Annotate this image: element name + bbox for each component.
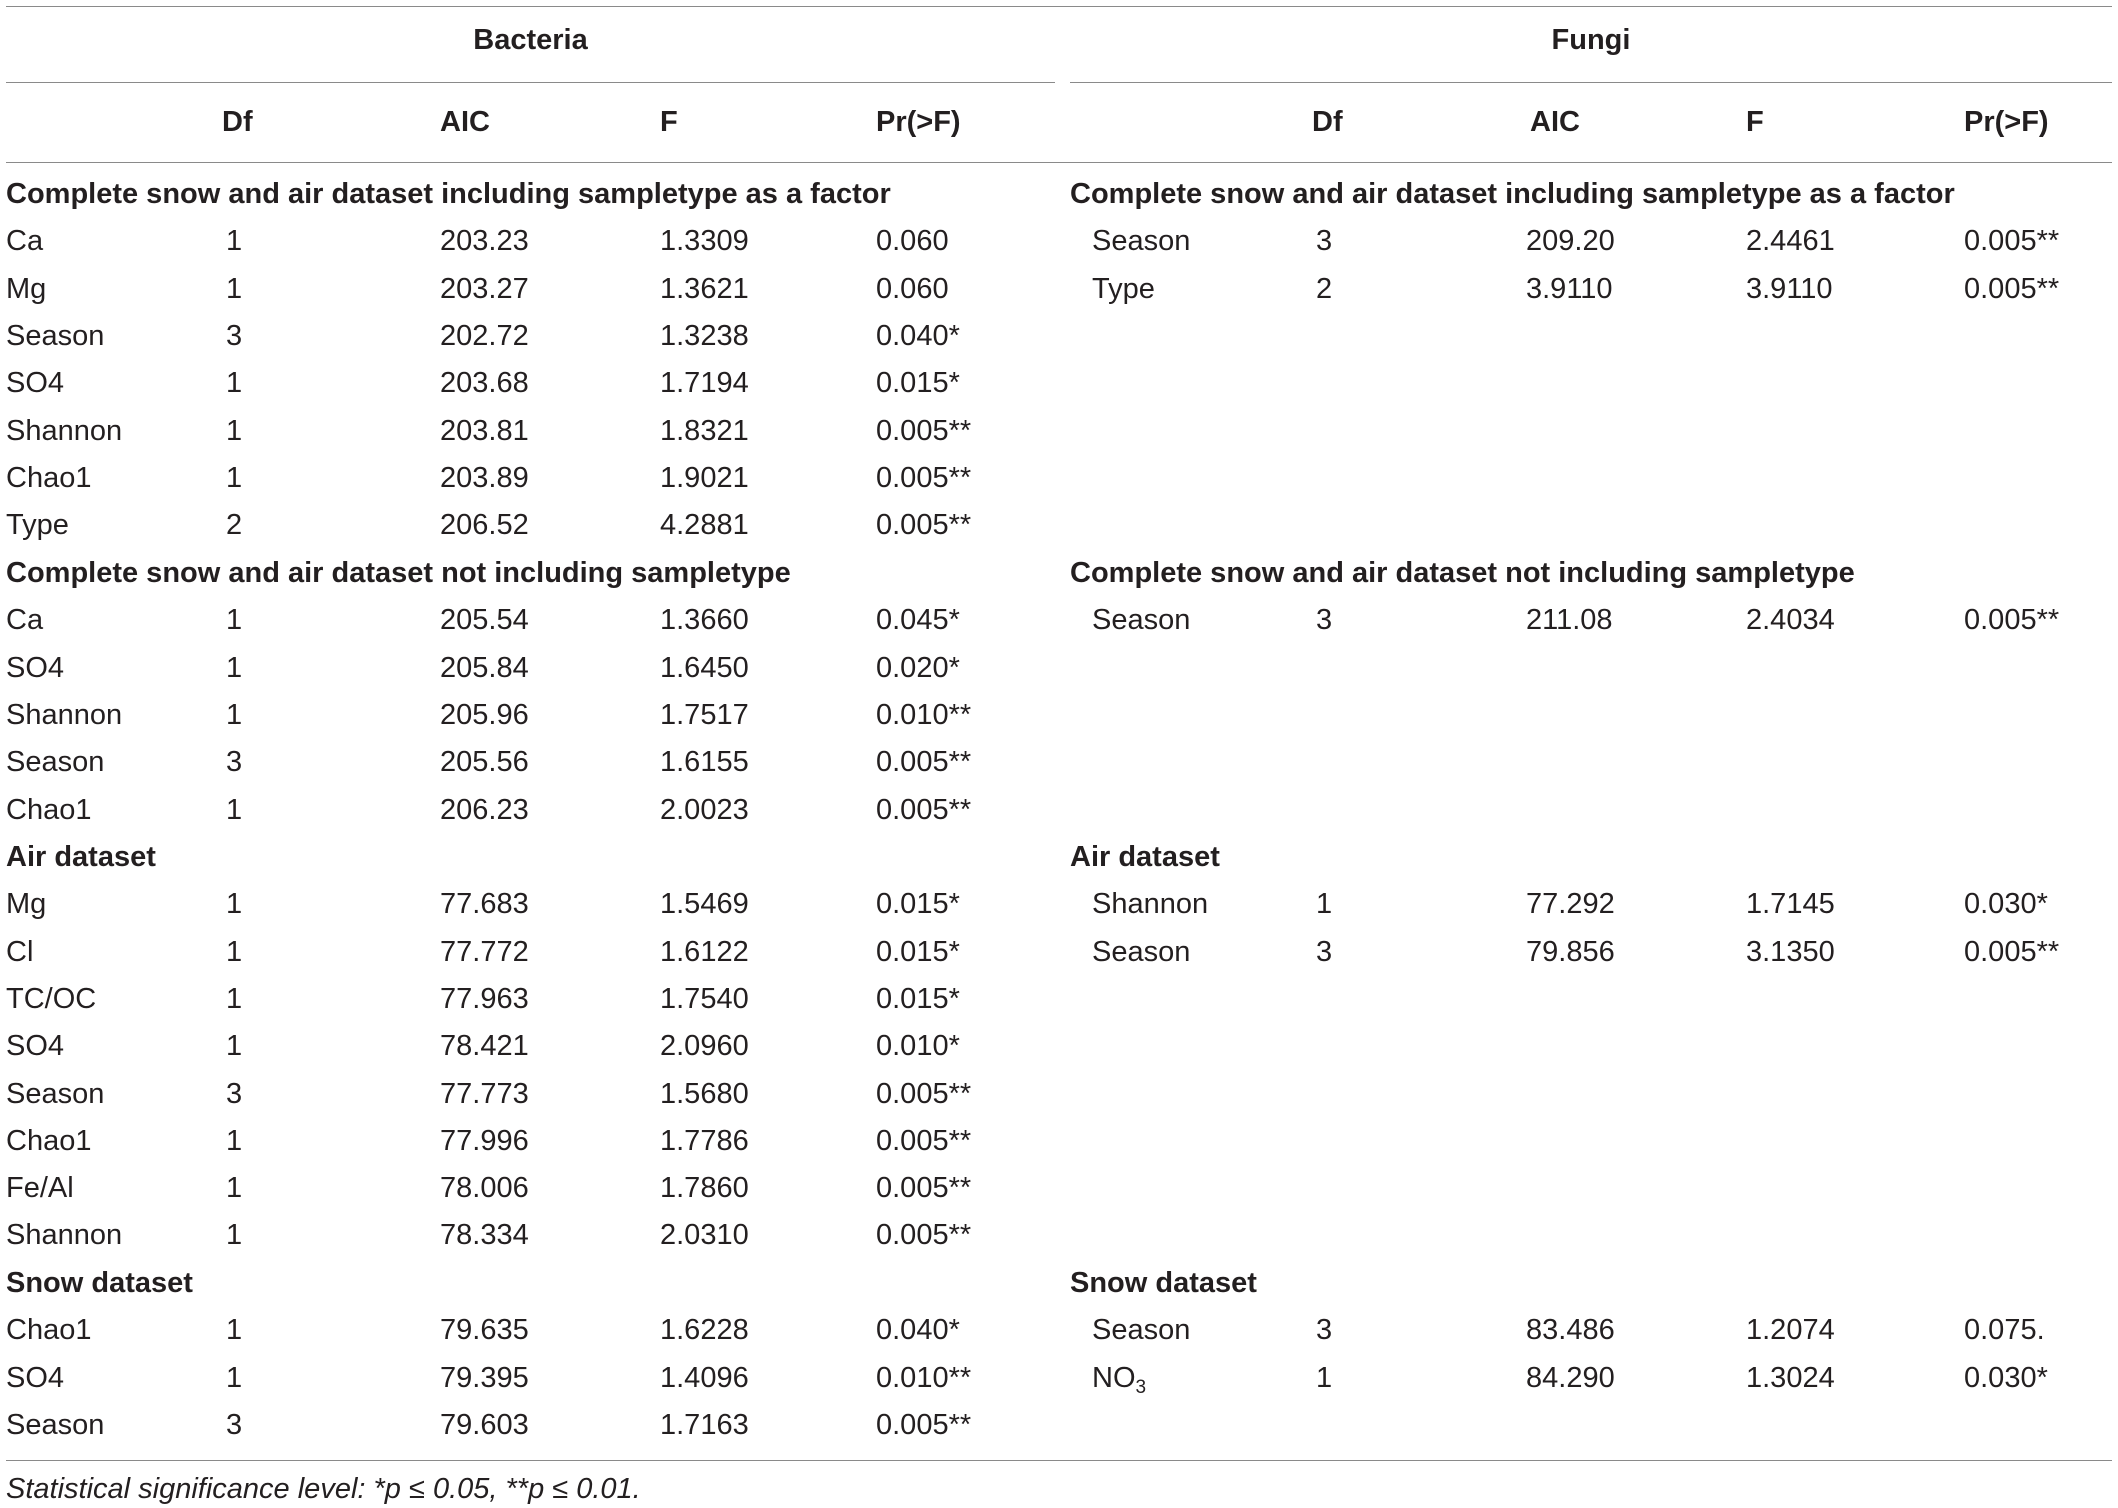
- fungi-header-pr: Pr(>F): [1964, 106, 2049, 138]
- bacteria-pr-cell: 0.060: [876, 225, 949, 258]
- fungi-pr-cell: 0.075.: [1964, 1314, 2045, 1347]
- bacteria-pr-cell: 0.045*: [876, 604, 960, 637]
- bacteria-df-cell: 1: [226, 272, 243, 305]
- fungi-term-cell: Season: [1092, 225, 1191, 258]
- bacteria-f-cell: 1.8321: [660, 414, 749, 447]
- bacteria-pr-cell: 0.020*: [876, 651, 960, 684]
- bacteria-term-cell: Season: [6, 319, 105, 352]
- bacteria-pr-cell: 0.005**: [876, 1219, 972, 1252]
- bacteria-section-title: Air dataset: [6, 841, 156, 873]
- bacteria-df-cell: 1: [226, 414, 243, 447]
- bacteria-f-cell: 1.7860: [660, 1172, 749, 1205]
- fungi-aic-cell: 209.20: [1526, 225, 1615, 258]
- fungi-header-f: F: [1746, 106, 1764, 138]
- fungi-section-title: Snow dataset: [1070, 1267, 1257, 1299]
- bacteria-df-cell: 1: [226, 1219, 243, 1252]
- bacteria-term-cell: Fe/Al: [6, 1172, 74, 1205]
- fungi-header-df: Df: [1312, 106, 1343, 138]
- bacteria-df-cell: 1: [226, 1172, 243, 1205]
- bacteria-df-cell: 1: [226, 1124, 243, 1157]
- bacteria-f-cell: 1.5680: [660, 1077, 749, 1110]
- bacteria-term-cell: Type: [6, 509, 69, 542]
- bacteria-pr-cell: 0.005**: [876, 1077, 972, 1110]
- bacteria-aic-cell: 77.773: [440, 1077, 529, 1110]
- bacteria-pr-cell: 0.040*: [876, 319, 960, 352]
- bacteria-aic-cell: 205.56: [440, 746, 529, 779]
- bacteria-aic-cell: 205.96: [440, 698, 529, 731]
- bacteria-df-cell: 2: [226, 509, 243, 542]
- bacteria-df-cell: 1: [226, 604, 243, 637]
- fungi-f-cell: 3.9110: [1746, 272, 1833, 305]
- footnote: Statistical significance level: *p ≤ 0.05, **p ≤ 0.01.: [6, 1473, 641, 1505]
- bacteria-df-cell: 1: [226, 461, 243, 494]
- bacteria-group-title: Bacteria: [473, 24, 588, 56]
- fungi-term-cell: Season: [1092, 604, 1191, 637]
- bacteria-aic-cell: 203.23: [440, 225, 529, 258]
- bacteria-term-cell: Season: [6, 746, 105, 779]
- bacteria-f-cell: 1.3309: [660, 225, 749, 258]
- fungi-pr-cell: 0.030*: [1964, 888, 2048, 921]
- bacteria-term-cell: Ca: [6, 225, 44, 258]
- fungi-pr-cell: 0.030*: [1964, 1361, 2048, 1394]
- bacteria-pr-cell: 0.015*: [876, 982, 960, 1015]
- bacteria-header-aic: AIC: [440, 106, 490, 138]
- bacteria-section-title: Complete snow and air dataset including sampletype as a factor: [6, 178, 891, 210]
- bacteria-pr-cell: 0.040*: [876, 1314, 960, 1347]
- bacteria-aic-cell: 79.603: [440, 1408, 529, 1441]
- bacteria-aic-cell: 202.72: [440, 319, 529, 352]
- bacteria-f-cell: 1.3238: [660, 319, 749, 352]
- fungi-term-cell: [1092, 1361, 1147, 1398]
- bacteria-aic-cell: 77.963: [440, 982, 529, 1015]
- bacteria-section-title: Complete snow and air dataset not including sampletype: [6, 557, 791, 589]
- bacteria-pr-cell: 0.005**: [876, 509, 972, 542]
- bacteria-term-cell: TC/OC: [6, 982, 97, 1015]
- bacteria-aic-cell: 203.68: [440, 367, 529, 400]
- fungi-f-cell: 1.2074: [1746, 1314, 1835, 1347]
- bacteria-header-f: F: [660, 106, 678, 138]
- fungi-aic-cell: 211.08: [1526, 604, 1613, 637]
- bacteria-df-cell: 1: [226, 982, 243, 1015]
- bacteria-term-cell: Season: [6, 1408, 105, 1441]
- fungi-term-cell: Season: [1092, 1314, 1191, 1347]
- bacteria-pr-cell: 0.010**: [876, 1361, 972, 1394]
- bacteria-term-cell: Mg: [6, 888, 47, 921]
- bacteria-header-pr: Pr(>F): [876, 106, 961, 138]
- bacteria-f-cell: 2.0023: [660, 793, 749, 826]
- bacteria-aic-cell: 78.334: [440, 1219, 529, 1252]
- fungi-f-cell: 3.1350: [1746, 935, 1835, 968]
- fungi-pr-cell: 0.005**: [1964, 935, 2060, 968]
- fungi-f-cell: 1.7145: [1746, 888, 1835, 921]
- bacteria-df-cell: 1: [226, 1314, 243, 1347]
- bacteria-term-cell: Shannon: [6, 1219, 123, 1252]
- bacteria-df-cell: 1: [226, 698, 243, 731]
- bacteria-df-cell: 1: [226, 651, 243, 684]
- top-rule: [6, 6, 2112, 7]
- bacteria-f-cell: 1.6122: [660, 935, 749, 968]
- fungi-df-cell: 1: [1316, 888, 1333, 921]
- bacteria-pr-cell: 0.005**: [876, 1124, 972, 1157]
- bacteria-term-cell: Season: [6, 1077, 105, 1110]
- bacteria-f-cell: 4.2881: [660, 509, 749, 542]
- bacteria-f-cell: 1.6450: [660, 651, 749, 684]
- fungi-f-cell: 2.4461: [1746, 225, 1835, 258]
- bacteria-f-cell: 1.3660: [660, 604, 749, 637]
- bacteria-pr-cell: 0.005**: [876, 461, 972, 494]
- bacteria-df-cell: 1: [226, 935, 243, 968]
- bottom-rule: [6, 1460, 2112, 1461]
- fungi-aic-cell: 79.856: [1526, 935, 1615, 968]
- bacteria-pr-cell: 0.005**: [876, 793, 972, 826]
- bacteria-df-cell: 1: [226, 367, 243, 400]
- bacteria-term-cell: Ca: [6, 604, 44, 637]
- fungi-group-rule: [1070, 82, 2112, 83]
- bacteria-f-cell: 1.7517: [660, 698, 749, 731]
- bacteria-aic-cell: 205.54: [440, 604, 529, 637]
- bacteria-f-cell: 1.5469: [660, 888, 749, 921]
- fungi-df-cell: 3: [1316, 604, 1333, 637]
- bacteria-term-cell: Chao1: [6, 461, 92, 494]
- fungi-term-cell: Shannon: [1092, 888, 1209, 921]
- fungi-pr-cell: 0.005**: [1964, 272, 2060, 305]
- bacteria-term-cell: SO4: [6, 1361, 65, 1394]
- fungi-df-cell: 3: [1316, 935, 1333, 968]
- fungi-group-title: Fungi: [1551, 24, 1631, 56]
- bacteria-aic-cell: 78.006: [440, 1172, 529, 1205]
- fungi-aic-cell: 84.290: [1526, 1361, 1615, 1394]
- bacteria-header-df: Df: [222, 106, 253, 138]
- bacteria-term-cell: Cl: [6, 935, 34, 968]
- bacteria-aic-cell: 77.996: [440, 1124, 529, 1157]
- fungi-f-cell: 1.3024: [1746, 1361, 1835, 1394]
- bacteria-f-cell: 2.0310: [660, 1219, 749, 1252]
- fungi-term-text: NO: [1092, 1361, 1136, 1394]
- bacteria-df-cell: 1: [226, 793, 243, 826]
- header-rule: [6, 162, 2112, 163]
- bacteria-df-cell: 3: [226, 746, 243, 779]
- bacteria-term-cell: SO4: [6, 651, 65, 684]
- fungi-header-aic: AIC: [1530, 106, 1580, 138]
- bacteria-f-cell: 1.7163: [660, 1408, 749, 1441]
- bacteria-term-cell: Shannon: [6, 414, 123, 447]
- bacteria-aic-cell: 203.27: [440, 272, 529, 305]
- fungi-section-title: Complete snow and air dataset not including sampletype: [1070, 557, 1855, 589]
- bacteria-f-cell: 1.7540: [660, 982, 749, 1015]
- bacteria-df-cell: 3: [226, 1408, 243, 1441]
- bacteria-pr-cell: 0.005**: [876, 1408, 972, 1441]
- bacteria-df-cell: 3: [226, 319, 243, 352]
- bacteria-f-cell: 1.6228: [660, 1314, 749, 1347]
- bacteria-pr-cell: 0.005**: [876, 746, 972, 779]
- fungi-df-cell: 3: [1316, 1314, 1333, 1347]
- fungi-df-cell: 3: [1316, 225, 1333, 258]
- bacteria-pr-cell: 0.010*: [876, 1030, 960, 1063]
- bacteria-term-cell: Mg: [6, 272, 47, 305]
- fungi-df-cell: 1: [1316, 1361, 1333, 1394]
- bacteria-pr-cell: 0.060: [876, 272, 949, 305]
- fungi-pr-cell: 0.005**: [1964, 604, 2060, 637]
- bacteria-aic-cell: 206.23: [440, 793, 529, 826]
- bacteria-df-cell: 1: [226, 225, 243, 258]
- bacteria-term-cell: Chao1: [6, 1314, 92, 1347]
- bacteria-aic-cell: 77.683: [440, 888, 529, 921]
- bacteria-f-cell: 2.0960: [660, 1030, 749, 1063]
- bacteria-aic-cell: 79.395: [440, 1361, 529, 1394]
- bacteria-aic-cell: 206.52: [440, 509, 529, 542]
- fungi-aic-cell: 77.292: [1526, 888, 1615, 921]
- bacteria-aic-cell: 79.635: [440, 1314, 529, 1347]
- bacteria-term-cell: Chao1: [6, 1124, 92, 1157]
- bacteria-aic-cell: 77.772: [440, 935, 529, 968]
- fungi-term-cell: Season: [1092, 935, 1191, 968]
- bacteria-df-cell: 1: [226, 1361, 243, 1394]
- bacteria-df-cell: 1: [226, 888, 243, 921]
- fungi-section-title: Air dataset: [1070, 841, 1220, 873]
- bacteria-term-cell: Shannon: [6, 698, 123, 731]
- bacteria-aic-cell: 78.421: [440, 1030, 529, 1063]
- fungi-pr-cell: 0.005**: [1964, 225, 2060, 258]
- bacteria-term-cell: SO4: [6, 367, 65, 400]
- bacteria-f-cell: 1.6155: [660, 746, 749, 779]
- fungi-aic-cell: 83.486: [1526, 1314, 1615, 1347]
- bacteria-pr-cell: 0.015*: [876, 935, 960, 968]
- fungi-df-cell: 2: [1316, 272, 1333, 305]
- bacteria-f-cell: 1.7786: [660, 1124, 749, 1157]
- bacteria-aic-cell: 203.81: [440, 414, 529, 447]
- bacteria-f-cell: 1.4096: [660, 1361, 749, 1394]
- bacteria-term-cell: Chao1: [6, 793, 92, 826]
- fungi-section-title: Complete snow and air dataset including sampletype as a factor: [1070, 178, 1955, 210]
- bacteria-f-cell: 1.3621: [660, 272, 749, 305]
- bacteria-df-cell: 3: [226, 1077, 243, 1110]
- bacteria-term-cell: SO4: [6, 1030, 65, 1063]
- fungi-term-subscript: 3: [1135, 1376, 1147, 1398]
- fungi-aic-cell: 3.9110: [1526, 272, 1613, 305]
- bacteria-f-cell: 1.7194: [660, 367, 749, 400]
- bacteria-section-title: Snow dataset: [6, 1267, 193, 1299]
- bacteria-group-rule: [6, 82, 1055, 83]
- bacteria-pr-cell: 0.010**: [876, 698, 972, 731]
- bacteria-pr-cell: 0.005**: [876, 1172, 972, 1205]
- bacteria-f-cell: 1.9021: [660, 461, 749, 494]
- bacteria-aic-cell: 203.89: [440, 461, 529, 494]
- fungi-term-cell: Type: [1092, 272, 1155, 305]
- bacteria-pr-cell: 0.005**: [876, 414, 972, 447]
- bacteria-pr-cell: 0.015*: [876, 367, 960, 400]
- bacteria-pr-cell: 0.015*: [876, 888, 960, 921]
- bacteria-df-cell: 1: [226, 1030, 243, 1063]
- bacteria-aic-cell: 205.84: [440, 651, 529, 684]
- fungi-f-cell: 2.4034: [1746, 604, 1835, 637]
